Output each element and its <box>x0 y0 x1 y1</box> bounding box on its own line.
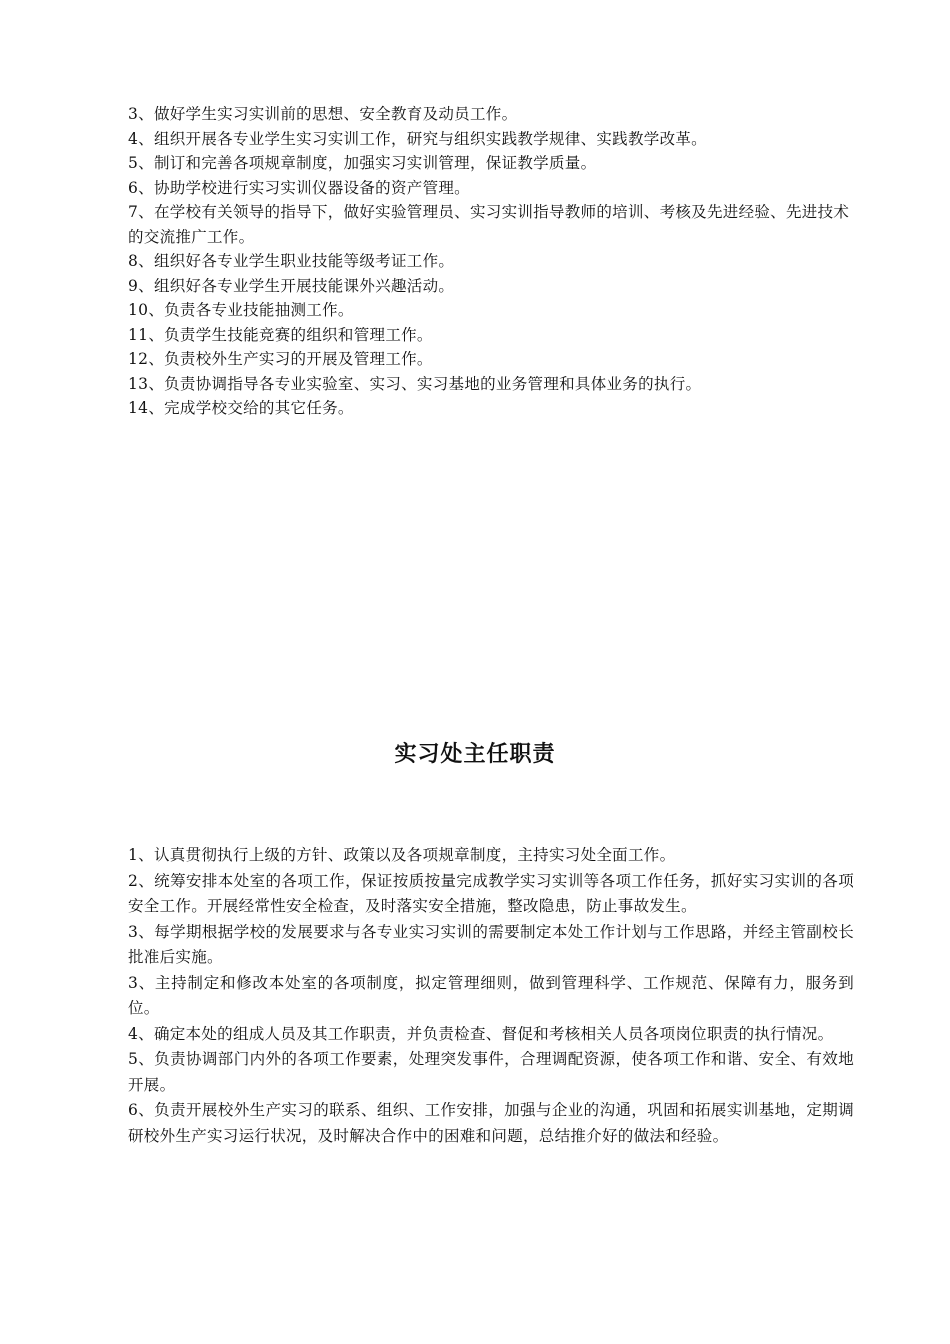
list-item: 6、负责开展校外生产实习的联系、组织、工作安排，加强与企业的沟通，巩固和拓展实训基地，定期调研校外生产实习运行状况，及时解决合作中的困难和问题，总结推介好的做法和经验。 <box>128 1101 854 1145</box>
list-item: 8、组织好各专业学生职业技能等级考证工作。 <box>128 252 455 270</box>
list-item: 5、负责协调部门内外的各项工作要素，处理突发事件，合理调配资源，使各项工作和谐、安全、有效地开展。 <box>128 1050 854 1094</box>
section-title: 实习处主任职责 <box>394 742 556 767</box>
list-item: 5、制订和完善各项规章制度，加强实习实训管理，保证教学质量。 <box>128 154 597 172</box>
list-item: 14、完成学校交给的其它任务。 <box>128 399 354 417</box>
list-item: 6、协助学校进行实习实训仪器设备的资产管理。 <box>128 178 470 197</box>
list-item: 3、主持制定和修改本处室的各项制度，拟定管理细则，做到管理科学、工作规范、保障有力，服务到位。 <box>128 973 854 1017</box>
list-item: 4、确定本处的组成人员及其工作职责，并负责检查、督促和考核相关人员各项岗位职责的执行情况。 <box>128 1024 834 1043</box>
list-item: 10、负责各专业技能抽测工作。 <box>128 301 354 319</box>
director-responsibilities-list <box>128 843 854 1149</box>
list-item: 3、做好学生实习实训前的思想、安全教育及动员工作。 <box>128 105 518 123</box>
list-item: 12、负责校外生产实习的开展及管理工作。 <box>128 350 433 368</box>
list-item: 4、组织开展各专业学生实习实训工作，研究与组织实践教学规律、实践教学改革。 <box>128 129 707 148</box>
list-item: 9、组织好各专业学生开展技能课外兴趣活动。 <box>128 276 455 295</box>
list-item: 2、统筹安排本处室的各项工作，保证按质按量完成教学实习实训等各项工作任务，抓好实习实训的各项安全工作。开展经常性安全检查，及时落实安全措施，整改隐患，防止事故发生。 <box>128 871 854 915</box>
list-item: 1、认真贯彻执行上级的方针、政策以及各项规章制度，主持实习处全面工作。 <box>128 846 676 864</box>
list-item: 7、在学校有关领导的指导下，做好实验管理员、实习实训指导教师的培训、考核及先进经验、先进技术的交流推广工作。 <box>128 203 850 246</box>
list-item: 11、负责学生技能竞赛的组织和管理工作。 <box>128 325 433 344</box>
list-item: 13、负责协调指导各专业实验室、实习、实习基地的业务管理和具体业务的执行。 <box>128 374 702 393</box>
list-item: 3、每学期根据学校的发展要求与各专业实习实训的需要制定本处工作计划与工作思路，并经主管副校长批准后实施。 <box>128 922 854 966</box>
responsibilities-list-top <box>128 102 858 421</box>
